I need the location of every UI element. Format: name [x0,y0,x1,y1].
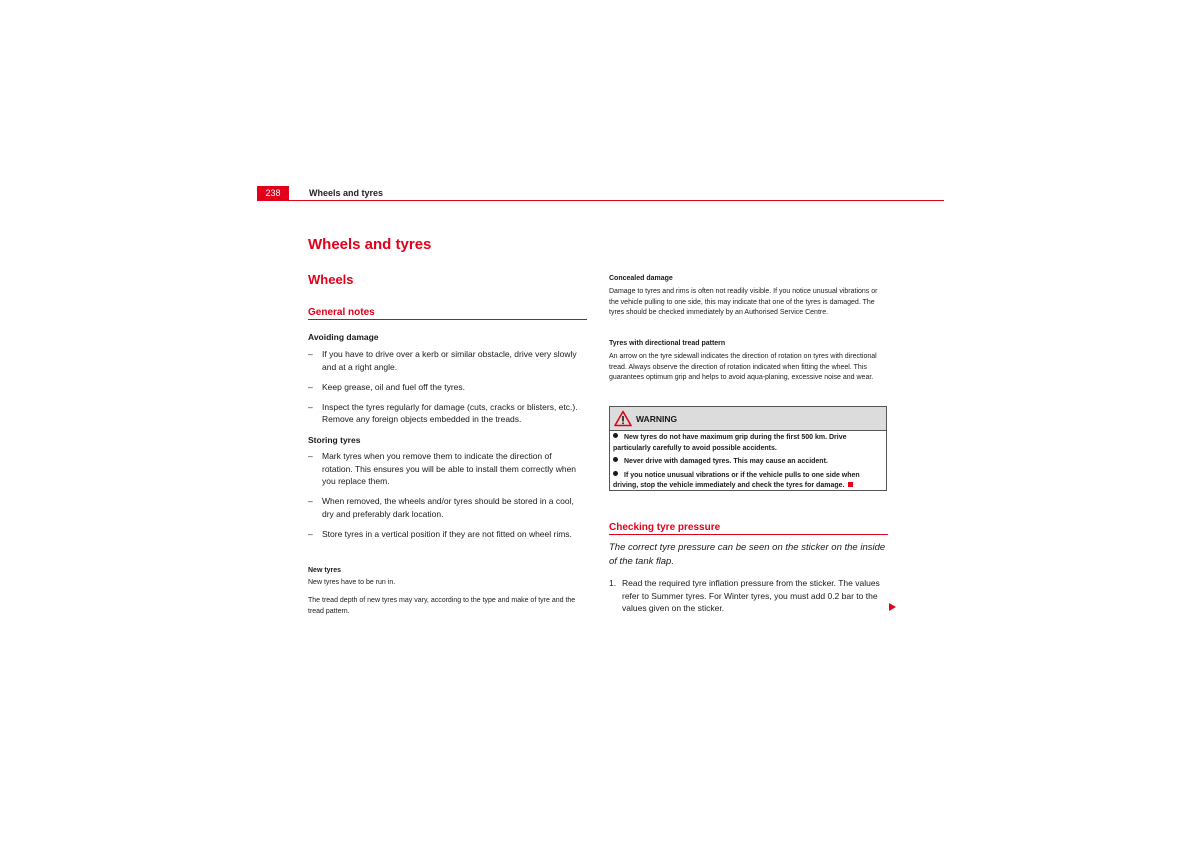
bullet-icon [613,457,618,462]
concealed-damage-heading: Concealed damage [609,275,673,282]
warning-item: If you notice unusual vibrations or if the vehicle pulls to one side when driving, stop the vehicle immediately and check the tyres for damage. [613,471,860,489]
warning-item: New tyres do not have maximum grip during the first 500 km. Drive particularly carefully to avoid possible accidents. [613,434,847,452]
list-item: – Inspect the tyres regularly for damage (cuts, cracks or blisters, etc.). Remove any foreign objects embedded in the treads. [308,401,580,426]
checking-pressure-heading: Checking tyre pressure [609,522,721,533]
list-item: – If you have to drive over a kerb or similar obstacle, drive very slowly and at a right angle. [308,348,580,373]
page-number: 238 [257,186,289,201]
warning-body [613,433,882,495]
storing-tyres-heading: Storing tyres [308,435,361,445]
header-rule [257,200,944,201]
checking-pressure-rule [609,534,888,535]
checking-pressure-steps [609,577,889,615]
avoiding-damage-heading: Avoiding damage [308,332,379,342]
list-item: 1. Read the required tyre inflation pressure from the sticker. The values refer to Summer tyres. For Winter tyres, you must add 0.2 bar to the values given on the sticker. [609,578,880,613]
directional-text: An arrow on the tyre sidewall indicates the direction of rotation on tyres with directional tread. Always observe the direction of rotation indicated when fitting the wheel. This guarantees optimum grip and helps to avoid aqua-planing, excessive noise and wear. [609,353,877,381]
bullet-icon [613,471,618,476]
running-head: Wheels and tyres [309,188,384,198]
list-item: – When removed, the wheels and/or tyres should be stored in a cool, dry and preferably dark location. [308,495,580,520]
warning-item: Never drive with damaged tyres. This may cause an accident. [613,457,882,468]
checking-pressure-intro: The correct tyre pressure can be seen on the sticker on the inside of the tank flap. [609,542,886,567]
storing-tyres-list [308,450,580,548]
warning-label: WARNING [636,414,678,424]
new-tyres-heading: New tyres [308,567,342,574]
list-item: – Mark tyres when you remove them to indicate the direction of rotation. This ensures you will be able to install them correctly when you replace them. [308,450,580,488]
new-tyres-text-1: New tyres have to be run in. [308,579,396,586]
avoiding-damage-list [308,348,580,433]
list-item: – Keep grease, oil and fuel off the tyres. [308,381,580,394]
bullet-icon [613,433,618,438]
directional-heading: Tyres with directional tread pattern [609,340,726,347]
new-tyres-text-2: The tread depth of new tyres may vary, according to the type and make of tyre and the tread pattern. [308,597,576,615]
general-notes-rule [308,319,587,320]
warning-triangle-icon [614,410,632,427]
concealed-damage-text: Damage to tyres and rims is often not readily visible. If you notice unusual vibrations or the vehicle pulling to one side, this may indicate that one of the tyres is damaged. The tyres should be checked immediately by an Authorised Service Centre. [609,288,878,316]
section-title: Wheels [308,272,354,287]
general-notes-heading: General notes [308,307,375,318]
page-title: Wheels and tyres [308,236,432,253]
continue-arrow-icon [889,603,896,611]
end-of-section-icon [848,482,853,487]
warning-header [610,407,886,431]
warning-box [609,406,887,491]
list-item: – Store tyres in a vertical position if they are not fitted on wheel rims. [308,528,580,541]
